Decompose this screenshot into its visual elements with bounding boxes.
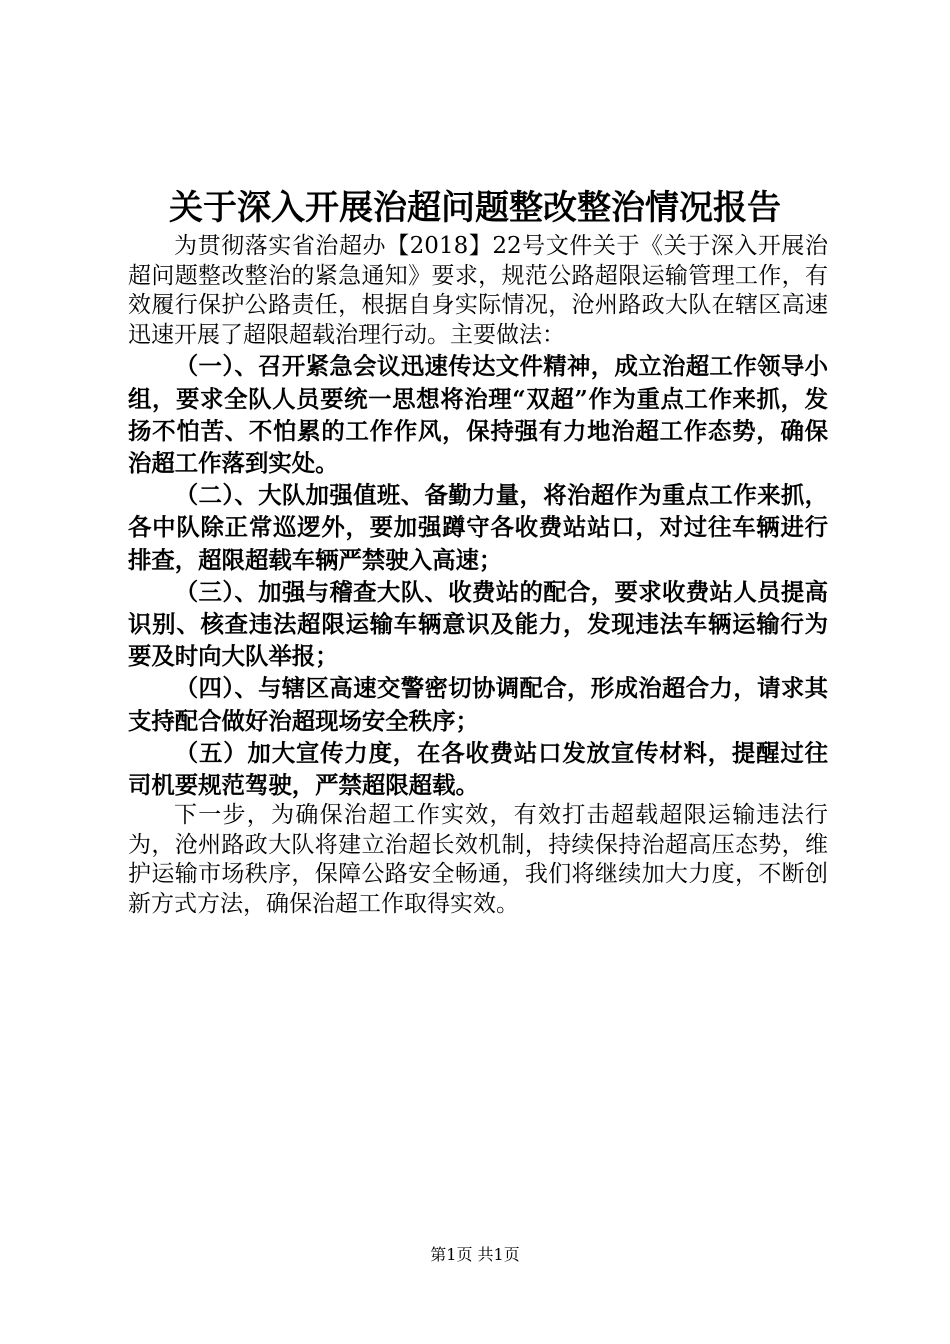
page-number-footer: 第1页 共1页 bbox=[430, 1245, 520, 1264]
paragraph-next-steps: 下一步，为确保治超工作实效，有效打击超载超限运输违法行为，沧州路政大队将建立治超长效机制，持续保持治超高压态势，维护运输市场秩序，保障公路安全畅通，我们将继续加大力度，不断创新方式方法，确保治超工作取得实效。 bbox=[128, 802, 828, 917]
paragraph-item-5: （五）加大宣传力度，在各收费站口发放宣传材料，提醒过往司机要规范驾驶，严禁超限超载。 bbox=[128, 738, 828, 800]
document-body bbox=[128, 232, 828, 920]
paragraph-item-1: （一）、召开紧急会议迅速传达文件精神，成立治超工作领导小组，要求全队人员要统一思想将治理“双超”作为重点工作来抓，发扬不怕苦、不怕累的工作作风，保持强有力地治超工作态势，确保治超工作落到实处。 bbox=[128, 352, 828, 477]
paragraph-item-4: （四）、与辖区高速交警密切协调配合，形成治超合力，请求其支持配合做好治超现场安全秩序； bbox=[128, 674, 828, 735]
paragraph-item-3: （三）、加强与稽查大队、收费站的配合，要求收费站人员提高识别、核查违法超限运输车辆意识及能力，发现违法车辆运输行为要及时向大队举报； bbox=[128, 577, 828, 671]
document-title: 关于深入开展治超问题整改整治情况报告 bbox=[169, 188, 781, 228]
paragraph-intro: 为贯彻落实省治超办【2018】22号文件关于《关于深入开展治超问题整改整治的紧急通知》要求，规范公路超限运输管理工作，有效履行保护公路责任，根据自身实际情况，沧州路政大队在辖区高速迅速开展了超限超载治理行动。主要做法： bbox=[128, 233, 828, 348]
paragraph-item-2: （二）、大队加强值班、备勤力量，将治超作为重点工作来抓，各中队除正常巡逻外，要加强蹲守各收费站站口，对过往车辆进行排查，超限超载车辆严禁驶入高速； bbox=[128, 481, 828, 574]
